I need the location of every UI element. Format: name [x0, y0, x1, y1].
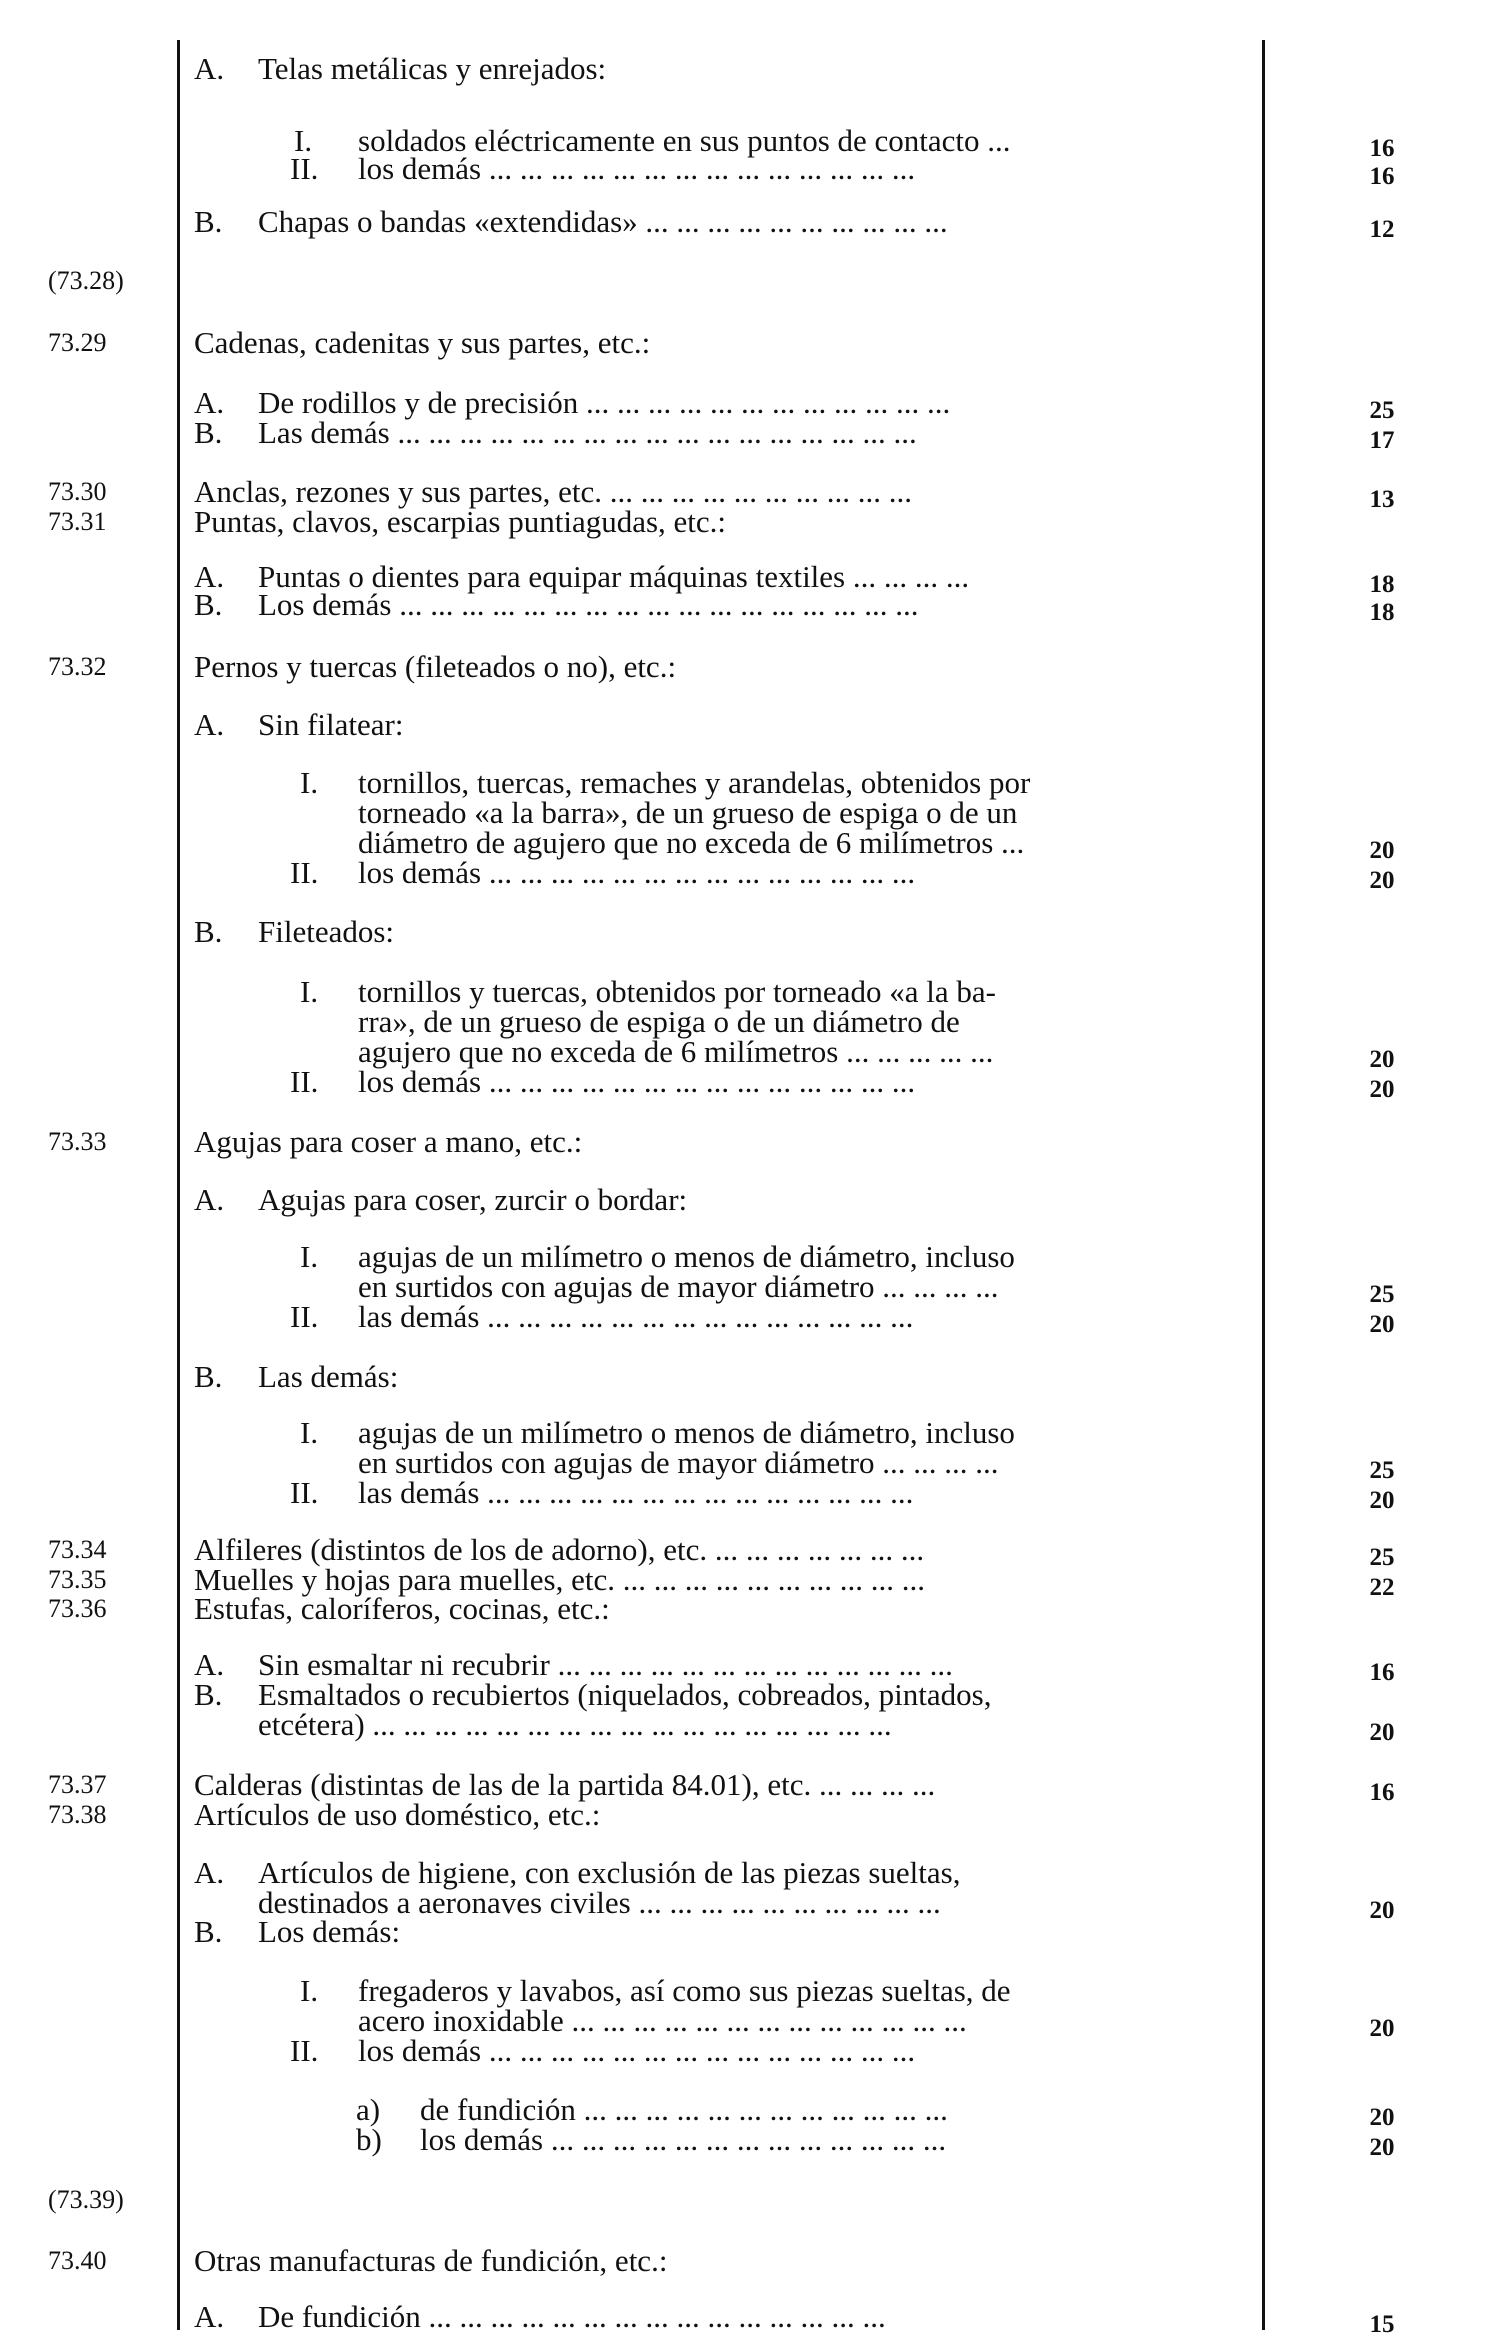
- item-description: los demás ... ... ... ... ... ... ... ... ... ... ... ... ... ...: [358, 152, 916, 186]
- item-description: destinados a aeronaves civiles ... ... ... ... ... ... ... ... ... ...: [258, 1886, 941, 1920]
- item-description: Puntas o dientes para equipar máquinas textiles ... ... ... ...: [258, 560, 970, 594]
- heading-code: 73.31: [48, 507, 107, 536]
- item-label: I.: [300, 1415, 319, 1450]
- item-description: agujero que no exceda de 6 milímetros ... ... ... ... ...: [358, 1035, 994, 1069]
- item-label: B.: [194, 1677, 223, 1712]
- heading-code: 73.37: [48, 1770, 107, 1799]
- item-description: los demás ... ... ... ... ... ... ... ... ... ... ... ... ... ...: [358, 856, 916, 890]
- item-description: soldados eléctricamente en sus puntos de contacto ...: [358, 124, 1011, 158]
- item-label: B.: [194, 204, 223, 239]
- item-label: II.: [290, 855, 319, 890]
- item-description: Artículos de higiene, con exclusión de las piezas sueltas,: [258, 1856, 961, 1890]
- item-label: A.: [194, 707, 225, 742]
- duty-rate: 20: [1369, 1487, 1395, 1514]
- heading-code: 73.38: [48, 1800, 107, 1829]
- item-description: etcétera) ... ... ... ... ... ... ... ... ... ... ... ... ... ... ... ... ...: [258, 1708, 892, 1742]
- item-description: Estufas, caloríferos, cocinas, etc.:: [194, 1592, 610, 1626]
- item-label: II.: [290, 1299, 319, 1334]
- item-description: Esmaltados o recubiertos (niquelados, cobreados, pintados,: [258, 1678, 992, 1712]
- duty-rate: 25: [1369, 1281, 1395, 1308]
- item-description: Otras manufacturas de fundición, etc.:: [194, 2244, 668, 2278]
- item-description: Chapas o bandas «extendidas» ... ... ... ... ... ... ... ... ... ...: [258, 205, 948, 239]
- item-description: Anclas, rezones y sus partes, etc. ... ... ... ... ... ... ... ... ... ...: [194, 475, 913, 509]
- item-description: los demás ... ... ... ... ... ... ... ... ... ... ... ... ... ...: [358, 2034, 916, 2068]
- item-description: tornillos, tuercas, remaches y arandelas, obtenidos por: [358, 766, 1031, 800]
- item-description: Sin filatear:: [258, 708, 404, 742]
- duty-rate: 13: [1369, 486, 1395, 513]
- item-description: en surtidos con agujas de mayor diámetro ... ... ... ...: [358, 1270, 999, 1304]
- item-description: Artículos de uso doméstico, etc.:: [194, 1798, 601, 1832]
- item-description: torneado «a la barra», de un grueso de espiga o de un: [358, 796, 1018, 830]
- heading-code: 73.34: [48, 1535, 107, 1564]
- item-description: Calderas (distintas de las de la partida 84.01), etc. ... ... ... ...: [194, 1768, 936, 1802]
- heading-code: 73.36: [48, 1594, 107, 1623]
- item-label: B.: [194, 914, 223, 949]
- heading-code: 73.40: [48, 2246, 107, 2275]
- item-label: II.: [290, 1064, 319, 1099]
- item-description: Fileteados:: [258, 915, 395, 949]
- item-label: I.: [300, 974, 319, 1009]
- duty-rate: 20: [1369, 1046, 1395, 1073]
- heading-code: (73.28): [48, 266, 124, 295]
- item-description: tornillos y tuercas, obtenidos por torneado «a la ba-: [358, 975, 996, 1009]
- item-label: B.: [194, 1914, 223, 1949]
- item-label: I.: [300, 1973, 319, 2008]
- item-description: De rodillos y de precisión ... ... ... ... ... ... ... ... ... ... ... ...: [258, 386, 951, 420]
- heading-code: (73.39): [48, 2185, 124, 2214]
- item-description: Sin esmaltar ni recubrir ... ... ... ... ... ... ... ... ... ... ... ... ...: [258, 1648, 953, 1682]
- heading-code: 73.30: [48, 477, 107, 506]
- item-description: las demás ... ... ... ... ... ... ... ... ... ... ... ... ... ...: [358, 1476, 914, 1510]
- duty-rate: 16: [1369, 163, 1395, 190]
- item-description: Los demás:: [258, 1915, 401, 1949]
- item-label: B.: [194, 1359, 223, 1394]
- item-description: los demás ... ... ... ... ... ... ... ... ... ... ... ... ...: [420, 2123, 947, 2157]
- duty-rate: 25: [1369, 1457, 1395, 1484]
- item-label: B.: [194, 587, 223, 622]
- item-description: diámetro de agujero que no exceda de 6 milímetros ...: [358, 826, 1025, 860]
- item-description: fregaderos y lavabos, así como sus piezas sueltas, de: [358, 1974, 1011, 2008]
- duty-rate: 20: [1369, 1719, 1395, 1746]
- item-description: los demás ... ... ... ... ... ... ... ... ... ... ... ... ... ...: [358, 1065, 916, 1099]
- item-description: las demás ... ... ... ... ... ... ... ... ... ... ... ... ... ...: [358, 1300, 914, 1334]
- item-description: Las demás:: [258, 1360, 399, 1394]
- duty-rate: 16: [1369, 135, 1395, 162]
- duty-rate: 20: [1369, 1076, 1395, 1103]
- item-label: A.: [194, 2299, 225, 2334]
- item-label: A.: [194, 1182, 225, 1217]
- duty-rate: 16: [1369, 1779, 1395, 1806]
- item-description: Los demás ... ... ... ... ... ... ... ... ... ... ... ... ... ... ... ... ...: [258, 588, 919, 622]
- item-label: A.: [194, 559, 225, 594]
- duty-rate: 18: [1369, 571, 1395, 598]
- item-description: agujas de un milímetro o menos de diámetro, incluso: [358, 1416, 1015, 1450]
- item-label: II.: [290, 2033, 319, 2068]
- item-label: I.: [300, 1239, 319, 1274]
- duty-rate: 20: [1369, 1897, 1395, 1924]
- heading-code: 73.33: [48, 1127, 107, 1156]
- heading-code: 73.29: [48, 328, 107, 357]
- item-description: Agujas para coser a mano, etc.:: [194, 1125, 583, 1159]
- right-rule: [1262, 40, 1265, 2330]
- item-description: Alfileres (distintos de los de adorno), etc. ... ... ... ... ... ... ...: [194, 1533, 925, 1567]
- item-description: Telas metálicas y enrejados:: [258, 52, 607, 86]
- item-label: II.: [290, 1475, 319, 1510]
- item-label: II.: [290, 151, 319, 186]
- item-description: De fundición ... ... ... ... ... ... ... ... ... ... ... ... ... ... ...: [258, 2300, 886, 2334]
- item-description: Cadenas, cadenitas y sus partes, etc.:: [194, 326, 651, 360]
- item-description: Agujas para coser, zurcir o bordar:: [258, 1183, 688, 1217]
- duty-rate: 20: [1369, 837, 1395, 864]
- item-description: Pernos y tuercas (fileteados o no), etc.:: [194, 650, 677, 684]
- item-label: A.: [194, 1647, 225, 1682]
- duty-rate: 12: [1369, 216, 1395, 243]
- item-description: agujas de un milímetro o menos de diámetro, incluso: [358, 1240, 1015, 1274]
- heading-code: 73.35: [48, 1565, 107, 1594]
- item-label: a): [356, 2092, 381, 2127]
- item-label: b): [356, 2122, 382, 2157]
- left-rule: [177, 40, 180, 2330]
- item-description: acero inoxidable ... ... ... ... ... ... ... ... ... ... ... ... ...: [358, 2004, 967, 2038]
- duty-rate: 25: [1369, 1544, 1395, 1571]
- item-label: A.: [194, 1855, 225, 1890]
- item-label: B.: [194, 415, 223, 450]
- duty-rate: 17: [1369, 427, 1395, 454]
- item-description: Las demás ... ... ... ... ... ... ... ... ... ... ... ... ... ... ... ... ...: [258, 416, 917, 450]
- item-description: en surtidos con agujas de mayor diámetro ... ... ... ...: [358, 1446, 999, 1480]
- item-description: Puntas, clavos, escarpias puntiagudas, etc.:: [194, 505, 727, 539]
- duty-rate: 18: [1369, 599, 1395, 626]
- duty-rate: 20: [1369, 2104, 1395, 2131]
- item-label: I.: [300, 765, 319, 800]
- item-label: I.: [294, 123, 313, 158]
- duty-rate: 20: [1369, 2134, 1395, 2161]
- duty-rate: 20: [1369, 2015, 1395, 2042]
- duty-rate: 20: [1369, 1311, 1395, 1338]
- duty-rate: 25: [1369, 397, 1395, 424]
- item-description: Muelles y hojas para muelles, etc. ... ... ... ... ... ... ... ... ... ...: [194, 1563, 925, 1597]
- item-label: A.: [194, 385, 225, 420]
- duty-rate: 22: [1369, 1574, 1395, 1601]
- duty-rate: 20: [1369, 867, 1395, 894]
- item-label: A.: [194, 51, 225, 86]
- item-description: rra», de un grueso de espiga o de un diámetro de: [358, 1005, 960, 1039]
- item-description: de fundición ... ... ... ... ... ... ... ... ... ... ... ...: [420, 2093, 948, 2127]
- heading-code: 73.32: [48, 652, 107, 681]
- duty-rate: 15: [1369, 2311, 1395, 2338]
- duty-rate: 16: [1369, 1659, 1395, 1686]
